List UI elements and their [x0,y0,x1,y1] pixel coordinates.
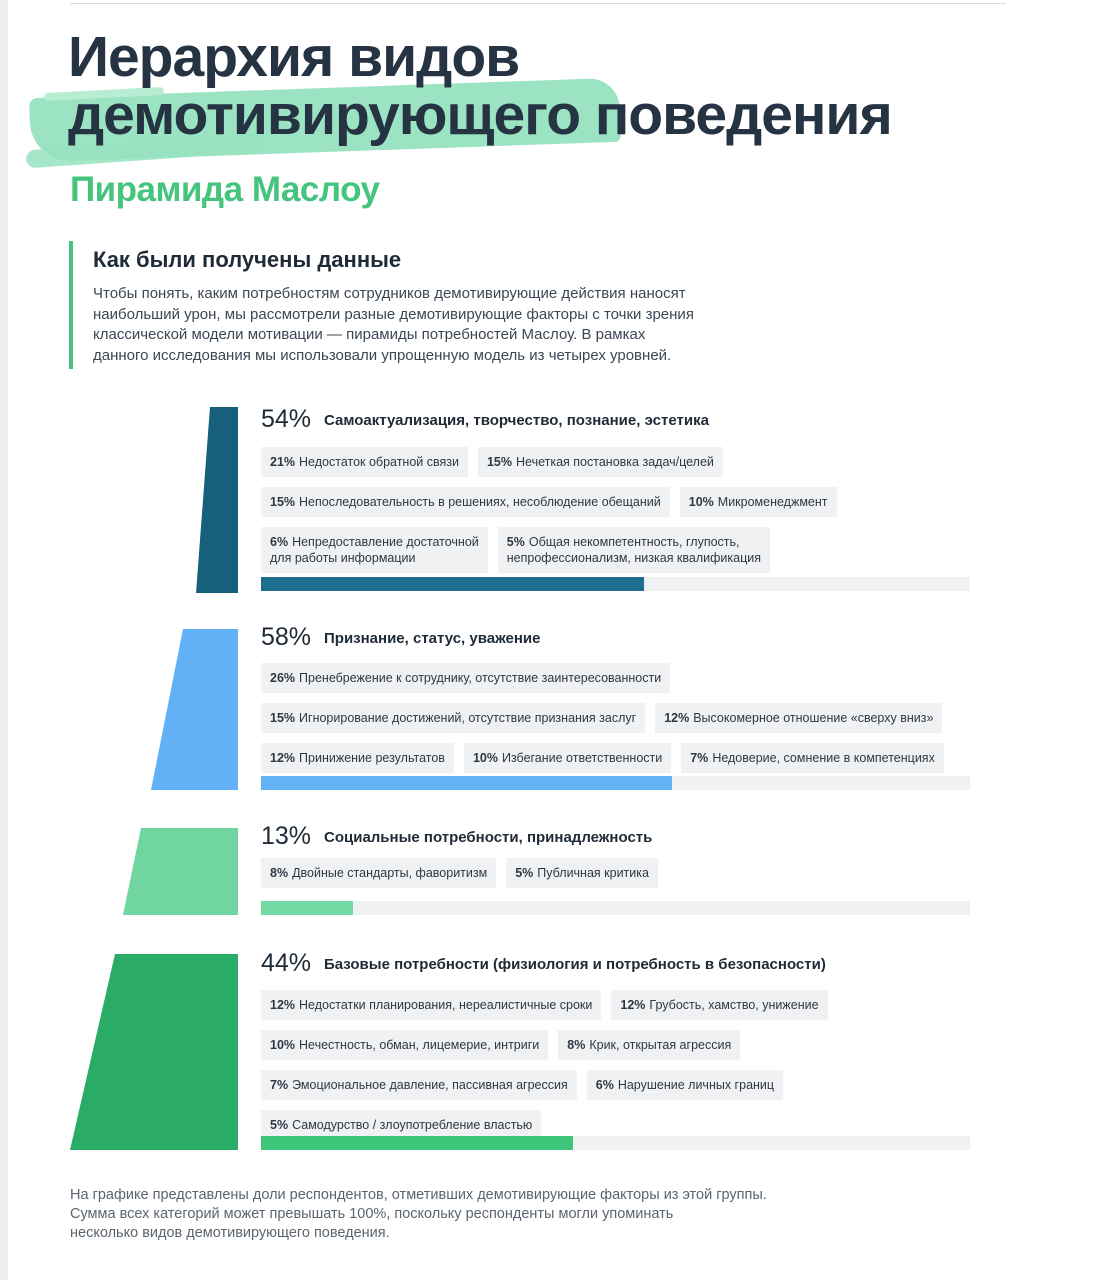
page-title-line-1: Иерархия видов [68,25,520,89]
factor-text: Эмоциональное давление, пассивная агрессия [292,1078,568,1092]
factor-text: Двойные стандарты, фаворитизм [292,866,488,880]
method-line: классической модели мотивации — пирамиды потребностей Маслоу. В рамках [93,326,646,343]
factor-tag-row [261,663,981,693]
factor-tag-list [261,990,981,1150]
tier-title: Базовые потребности (физиология и потребность в безопасности) [324,956,826,973]
factor-tag [506,858,658,888]
factor-text: Пренебрежение к сотруднику, отсутствие заинтересованности [299,671,662,685]
factor-tag [587,1070,783,1100]
factor-pct: 5% [270,1118,289,1132]
factor-tag-row [261,990,981,1020]
tier-bar [261,577,644,591]
tier-bar-track [261,776,970,790]
factor-pct: 8% [567,1038,586,1052]
top-divider [70,3,1006,4]
factor-pct: 21% [270,455,296,469]
factor-tag-list [261,858,981,898]
method-heading: Как были получены данные [93,247,402,272]
pyramid-segment-shape [196,407,238,593]
factor-text: Микроменеджмент [717,495,828,509]
factor-text: Публичная критика [537,866,649,880]
footnote [70,1186,870,1243]
page-subtitle: Пирамида Маслоу [70,170,380,209]
factor-text: Недостаток обратной связи [299,455,459,469]
tier-value-label: 44% [261,949,312,977]
factor-tag [464,743,671,773]
tier-bar-track [261,901,970,915]
factor-tag [261,703,645,733]
tier-bar [261,776,672,790]
factor-tag-row [261,1030,981,1060]
factor-tag [478,447,723,477]
factor-pct: 6% [270,535,289,549]
tier-bar [261,1136,573,1150]
factor-tag-row [261,743,981,773]
factor-pct: 5% [506,535,525,549]
factor-pct: 12% [270,751,296,765]
factor-text: Высокомерное отношение «сверху вниз» [693,711,934,725]
factor-pct: 7% [270,1078,289,1092]
method-text [93,284,753,366]
factor-text: непрофессионализм, низкая квалификация [506,551,762,565]
factor-tag [261,743,454,773]
factor-tag [681,743,944,773]
method-line: наибольший урон, мы рассмотрели разные демотивирующие факторы с точки зрения [93,305,694,323]
factor-pct: 6% [595,1078,614,1092]
factor-tag-row [261,527,981,573]
footnote-line: несколько видов демотивирующего поведения. [70,1225,390,1241]
factor-pct: 10% [270,1038,296,1052]
factor-text: Общая некомпетентность, глупость, [528,535,740,549]
pyramid-segment [0,407,240,593]
pyramid-segment [0,629,240,790]
factor-text: Нарушение личных границ [617,1078,775,1092]
factor-text: Непредоставление достаточной [292,535,479,549]
factor-pct: 10% [472,751,498,765]
method-line: данного исследования мы использовали упрощенную модель из четырех уровней. [93,346,672,364]
factor-tag [261,663,670,693]
tier-bar-track [261,577,970,591]
factor-tag-row [261,703,981,733]
factor-tag [611,990,827,1020]
factor-tag [680,487,837,517]
tier-bar-track [261,1136,970,1150]
factor-tag [498,527,770,573]
factor-pct: 8% [270,866,289,880]
factor-pct: 7% [690,751,709,765]
pyramid-segment-shape [70,954,238,1150]
factor-tag-list [261,447,981,583]
factor-text: Самодурство / злоупотребление властью [292,1118,533,1132]
tier-value-label: 54% [261,405,312,433]
tier-title: Признание, статус, уважение [324,630,541,647]
pyramid-segment-shape [123,828,238,915]
page-title-line-2: демотивирующего поведения [68,83,892,147]
factor-tag [261,1070,577,1100]
tier-bar [261,901,353,915]
pyramid-segment [0,828,240,915]
factor-tag [261,487,670,517]
factor-tag [261,858,496,888]
factor-tag-row [261,487,981,517]
factor-text: Грубость, хамство, унижение [649,998,819,1012]
pyramid-segment [0,954,240,1150]
factor-text: Недостатки планирования, нереалистичные сроки [299,998,593,1012]
tier-value-label: 13% [261,822,312,850]
factor-text: Недоверие, сомнение в компетенциях [712,751,935,765]
factor-pct: 15% [270,495,296,509]
factor-text: Избегание ответственности [501,751,663,765]
page-title [68,25,1068,147]
factor-pct: 10% [688,495,714,509]
factor-pct: 5% [515,866,534,880]
factor-tag [261,447,468,477]
factor-text: Непоследовательность в решениях, несоблюдение обещаний [299,495,661,509]
factor-tag-list [261,663,981,783]
factor-tag [261,1030,548,1060]
factor-tag [558,1030,740,1060]
factor-pct: 12% [270,998,296,1012]
tier-title: Социальные потребности, принадлежность [324,829,653,846]
factor-pct: 12% [620,998,646,1012]
factor-pct: 26% [270,671,296,685]
factor-text: для работы информации [270,551,416,565]
tier-value-label: 58% [261,623,312,651]
factor-tag [261,990,601,1020]
factor-text: Принижение результатов [299,751,445,765]
factor-text: Нечеткая постановка задач/целей [516,455,714,469]
factor-text: Нечестность, обман, лицемерие, интриги [299,1038,540,1052]
factor-pct: 15% [486,455,513,469]
factor-tag-row [261,858,981,888]
factor-text: Игнорирование достижений, отсутствие признания заслуг [299,711,637,725]
factor-pct: 12% [664,711,690,725]
factor-tag-row [261,1070,981,1100]
factor-tag [261,527,488,573]
factor-tag [655,703,942,733]
factor-pct: 15% [270,711,296,725]
factor-text: Крик, открытая агрессия [589,1038,732,1052]
pyramid-segment-shape [151,629,238,790]
factor-tag-row [261,447,981,477]
footnote-line: Сумма всех категорий может превышать 100%, поскольку респонденты могли упоминать [70,1206,674,1222]
footnote-line: На графике представлены доли респондентов, отметивших демотивирующие факторы из этой группы. [70,1187,767,1203]
method-line: Чтобы понять, каким потребностям сотрудников демотивирующие действия наносят [93,285,686,302]
method-accent-bar [69,241,73,369]
tier-title: Самоактуализация, творчество, познание, эстетика [324,412,709,429]
